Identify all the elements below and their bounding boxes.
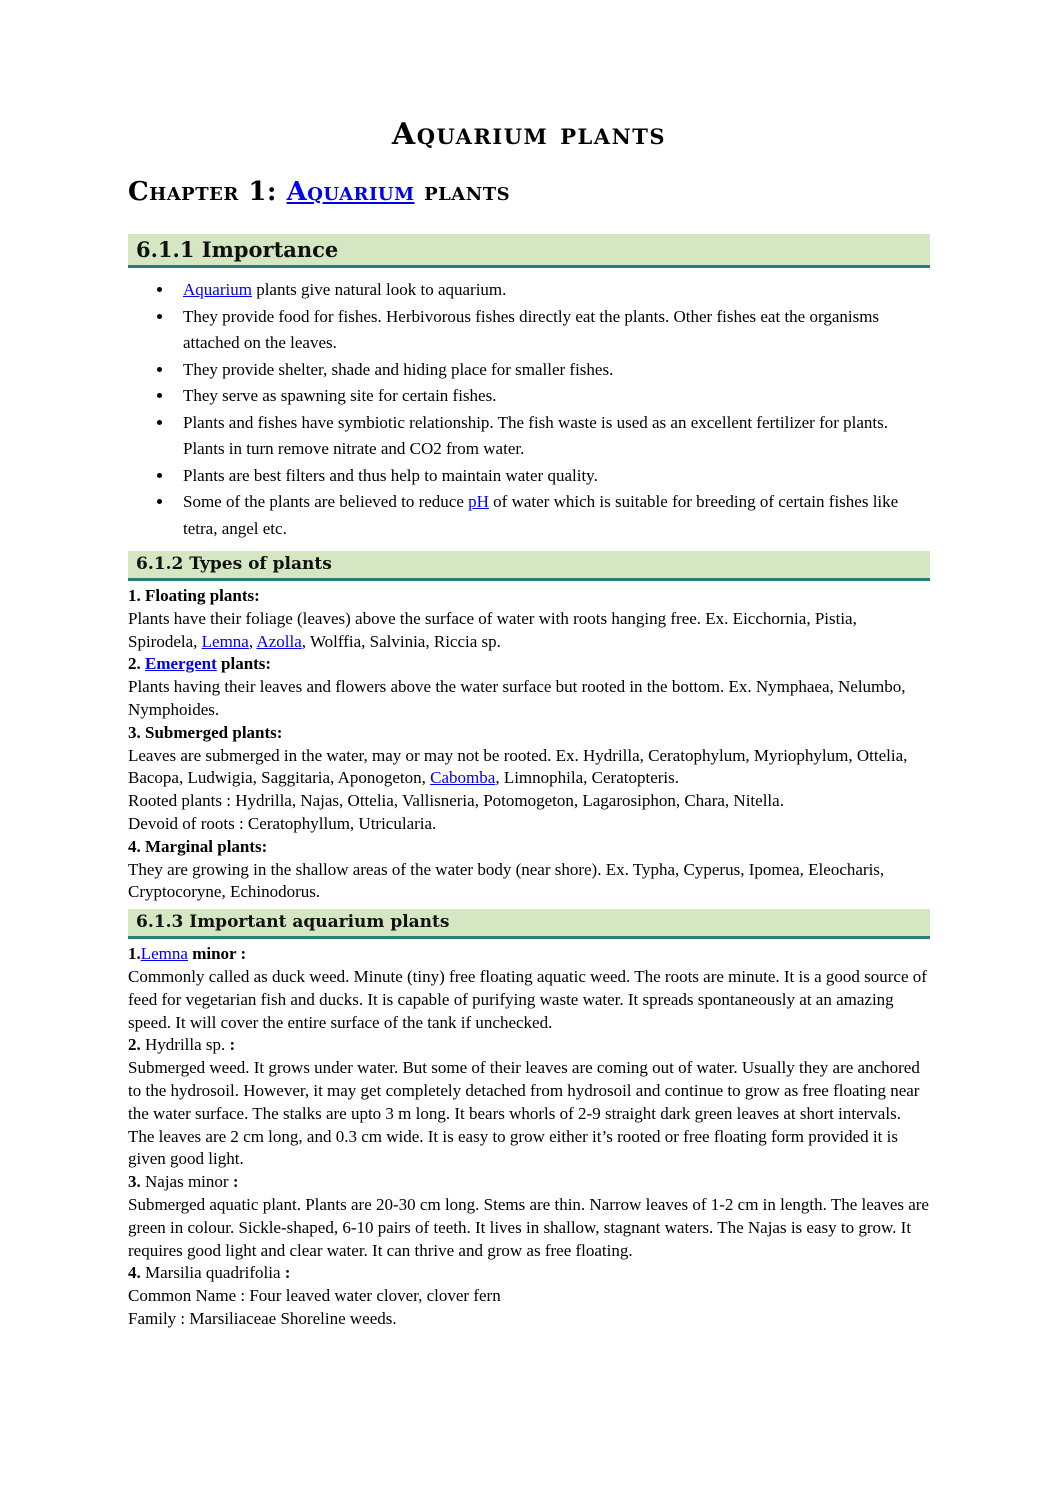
- text-run: They provide food for fishes. Herbivorous fishes directly eat the plants. Other fishes eat the organisms attached on the leaves.: [183, 306, 880, 352]
- text-run: Hydrilla sp.: [140, 1035, 230, 1055]
- document-title: Aquarium plants: [391, 117, 667, 152]
- bullet-item: [174, 304, 930, 357]
- inline-link[interactable]: Cabomba: [430, 768, 496, 788]
- bullet-item: [174, 463, 930, 490]
- text-run: Submerged aquatic plant. Plants are 20-30 cm long. Stems are thin. Narrow leaves of 1-2 cm in length. The leaves are green in colour. Sickle-shaped, 6-10 pairs of teeth. It lives in shallow, stagnant waters. The Najas is easy to grow. It requires good light and clear water. It can thrive and grow as free floating.: [128, 1194, 929, 1260]
- paragraph-line: [128, 653, 930, 676]
- text-run: plants:: [216, 654, 272, 674]
- chapter-heading: [128, 176, 930, 208]
- text-run: 1. Floating plants:: [128, 586, 260, 605]
- text-run: minor :: [187, 944, 247, 964]
- section-heading-importance: 6.1.1 Importance: [128, 234, 930, 268]
- paragraph-line: [128, 1285, 930, 1308]
- inline-link[interactable]: pH: [468, 492, 489, 511]
- text-run: Leaves are submerged in the water, may or may not be rooted. Ex. Hydrilla, Ceratophylum, Myriophylum, Ottelia, Bacopa, Ludwigia, Saggitaria, Aponogeton,: [128, 745, 908, 788]
- text-run: Submerged weed. It grows under water. But some of their leaves are coming out of water. Usually they are anchored to the hydrosoil. However, it may get completely detached from hydrosoil and continue to grow as free floating near the water surface. The stalks are upto 3 m long. It bears whorls of 2-9 straight dark green leaves at short intervals. The leaves are 2 cm long, and 0.3 cm wide. It is easy to grow either it’s rooted or free floating form provided it is given good light.: [128, 1058, 920, 1169]
- important-plants-text: [128, 943, 930, 1331]
- paragraph-line: [128, 722, 930, 745]
- text-run: Plants having their leaves and flowers above the water surface but rooted in the bottom. Ex. Nymphaea, Nelumbo, Nymphoides.: [128, 677, 906, 719]
- types-of-plants-text: [128, 585, 930, 904]
- text-run: 2.: [128, 654, 145, 674]
- text-run: , Limnophila, Ceratopteris.: [495, 768, 679, 788]
- paragraph-line: [128, 676, 930, 722]
- text-run: Marsilia quadrifolia: [140, 1263, 285, 1283]
- importance-bullet-list: [128, 277, 930, 542]
- bullet-item: [174, 489, 930, 542]
- paragraph-line: [128, 1308, 930, 1331]
- text-run: plants: [414, 177, 511, 207]
- section-heading-types-of-plants: 6.1.2 Types of plants: [128, 551, 930, 581]
- inline-link[interactable]: Azolla: [256, 631, 302, 651]
- bullet-item: [174, 357, 930, 384]
- text-run: Commonly called as duck weed. Minute (tiny) free floating aquatic weed. The roots are minute. It is a good source of feed for vegetarian fish and ducks. It is capable of purifying waste water. It spreads spontaneously at an amazing speed. It will cover the entire surface of the tank if unchecked.: [128, 966, 927, 1032]
- paragraph-line: [128, 943, 930, 966]
- text-run: They serve as spawning site for certain fishes.: [183, 386, 497, 405]
- paragraph-line: [128, 859, 930, 905]
- paragraph-line: [128, 836, 930, 859]
- text-run: Najas minor: [140, 1172, 233, 1192]
- text-run: Some of the plants are believed to reduce: [183, 492, 469, 511]
- text-run: Chapter 1:: [128, 177, 287, 207]
- bullet-item: [174, 277, 930, 304]
- text-run: :: [284, 1263, 291, 1283]
- inline-link[interactable]: Aquarium: [286, 177, 415, 207]
- inline-link[interactable]: Emergent: [145, 654, 217, 674]
- paragraph-line: [128, 585, 930, 608]
- text-run: Devoid of roots : Ceratophyllum, Utricularia.: [128, 813, 437, 833]
- paragraph-line: [128, 790, 930, 813]
- paragraph-line: [128, 1194, 930, 1262]
- text-run: They provide shelter, shade and hiding place for smaller fishes.: [183, 359, 614, 379]
- text-run: 4. Marginal plants:: [128, 836, 268, 856]
- text-run: ,: [248, 631, 257, 651]
- paragraph-line: [128, 813, 930, 836]
- bullet-item: [174, 410, 930, 463]
- text-run: Common Name : Four leaved water clover, clover fern: [128, 1286, 501, 1306]
- paragraph-line: [128, 608, 930, 654]
- text-run: 2.: [128, 1035, 141, 1055]
- text-run: They are growing in the shallow areas of the water body (near shore). Ex. Typha, Cyperus, Ipomea, Eleocharis, Cryptocoryne, Echinodorus.: [128, 859, 885, 902]
- paragraph-line: [128, 745, 930, 791]
- paragraph-line: [128, 1057, 930, 1171]
- inline-link[interactable]: Aquarium: [183, 280, 252, 299]
- text-run: Family : Marsiliaceae Shoreline weeds.: [128, 1308, 397, 1328]
- text-run: 1.: [128, 944, 141, 964]
- paragraph-line: [128, 1034, 930, 1057]
- paragraph-line: [128, 966, 930, 1034]
- text-run: Plants have their foliage (leaves) above the surface of water with roots hanging free. Ex. Eicchornia, Pistia, Spirodela,: [128, 608, 857, 651]
- paragraph-line: [128, 1171, 930, 1194]
- section-heading-important-plants: 6.1.3 Important aquarium plants: [128, 909, 930, 939]
- text-run: 3. Submerged plants:: [128, 722, 283, 742]
- text-run: :: [232, 1172, 239, 1192]
- text-run: Plants are best filters and thus help to maintain water quality.: [183, 465, 598, 485]
- text-run: 3.: [128, 1172, 141, 1192]
- text-run: plants give natural look to aquarium.: [251, 280, 507, 299]
- inline-link[interactable]: Lemna: [201, 631, 249, 651]
- text-run: Plants and fishes have symbiotic relationship. The fish waste is used as an excellent fertilizer for plants. Plants in turn remove nitrate and CO2 from water.: [183, 412, 889, 458]
- text-run: 4.: [128, 1263, 141, 1283]
- text-run: :: [229, 1035, 236, 1055]
- bullet-item: [174, 383, 930, 410]
- paragraph-line: [128, 1262, 930, 1285]
- text-run: of water which is suitable for breeding of certain fishes like tetra, angel etc.: [183, 492, 899, 538]
- inline-link[interactable]: Lemna: [140, 944, 188, 964]
- text-run: , Wolffia, Salvinia, Riccia sp.: [301, 631, 501, 651]
- text-run: Rooted plants : Hydrilla, Najas, Ottelia, Vallisneria, Potomogeton, Lagarosiphon, Chara, Nitella.: [128, 791, 784, 811]
